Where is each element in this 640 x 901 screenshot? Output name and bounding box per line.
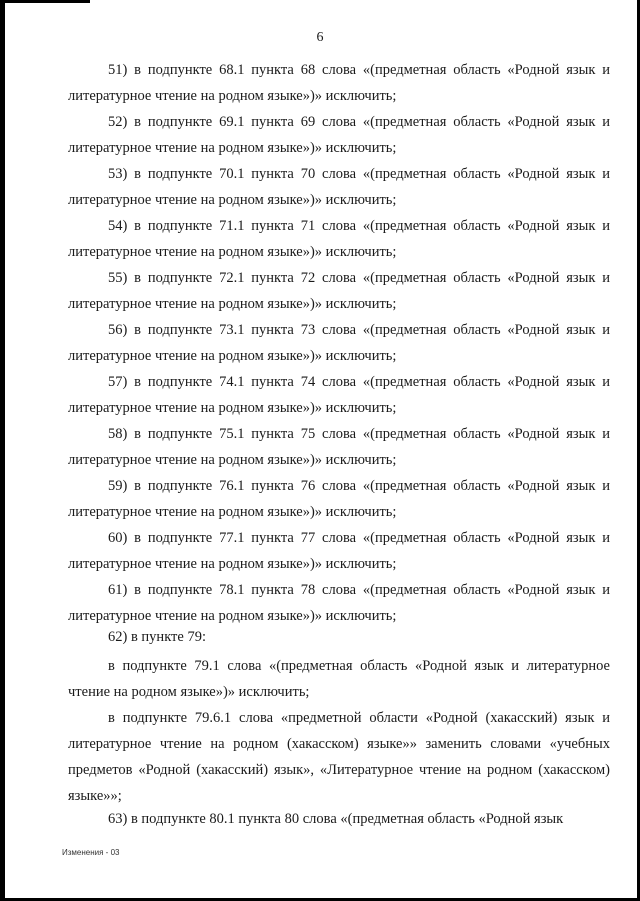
paragraph-62: 62) в пункте 79: (108, 629, 206, 645)
scan-border-top (0, 0, 90, 3)
paragraph-61: 61) в подпункте 78.1 пункта 78 слова «(предметная область «Родной язык и литературное чтение на родном языке»)» исключить; (68, 582, 610, 624)
paragraph-63: 63) в подпункте 80.1 пункта 80 слова «(предметная область «Родной язык (108, 811, 564, 827)
paragraph-56: 56) в подпункте 73.1 пункта 73 слова «(предметная область «Родной язык и литературное чтение на родном языке»)» исключить; (68, 322, 610, 364)
scan-border-left (0, 0, 5, 901)
paragraph-51: 51) в подпункте 68.1 пункта 68 слова «(предметная область «Родной язык и литературное чтение на родном языке»)» исключить; (68, 62, 610, 104)
paragraph-55: 55) в подпункте 72.1 пункта 72 слова «(предметная область «Родной язык и литературное чтение на родном языке»)» исключить; (68, 270, 610, 312)
paragraph-62-subpoint-79-6-1: в подпункте 79.6.1 слова «предметной области «Родной (хакасский) язык и литературное чтение на родном (хакасском) языке»» заменить словами «учебных предметов «Родной (хакасский) язык», «Литературное чтение на родном (хакасском) языке»»; (68, 710, 610, 804)
paragraph-58: 58) в подпункте 75.1 пункта 75 слова «(предметная область «Родной язык и литературное чтение на родном языке»)» исключить; (68, 426, 610, 468)
paragraph-52: 52) в подпункте 69.1 пункта 69 слова «(предметная область «Родной язык и литературное чтение на родном языке»)» исключить; (68, 114, 610, 156)
page-number: 6 (316, 30, 324, 45)
paragraph-59: 59) в подпункте 76.1 пункта 76 слова «(предметная область «Родной язык и литературное чтение на родном языке»)» исключить; (68, 478, 610, 520)
paragraph-53: 53) в подпункте 70.1 пункта 70 слова «(предметная область «Родной язык и литературное чтение на родном языке»)» исключить; (68, 166, 610, 208)
footer-revision-label: Изменения - 03 (62, 848, 120, 857)
paragraph-62-subpoint-79-1: в подпункте 79.1 слова «(предметная область «Родной язык и литературное чтение на родном языке»)» исключить; (68, 658, 610, 700)
paragraph-54: 54) в подпункте 71.1 пункта 71 слова «(предметная область «Родной язык и литературное чтение на родном языке»)» исключить; (68, 218, 610, 260)
paragraph-57: 57) в подпункте 74.1 пункта 74 слова «(предметная область «Родной язык и литературное чтение на родном языке»)» исключить; (68, 374, 610, 416)
paragraph-60: 60) в подпункте 77.1 пункта 77 слова «(предметная область «Родной язык и литературное чтение на родном языке»)» исключить; (68, 530, 610, 572)
